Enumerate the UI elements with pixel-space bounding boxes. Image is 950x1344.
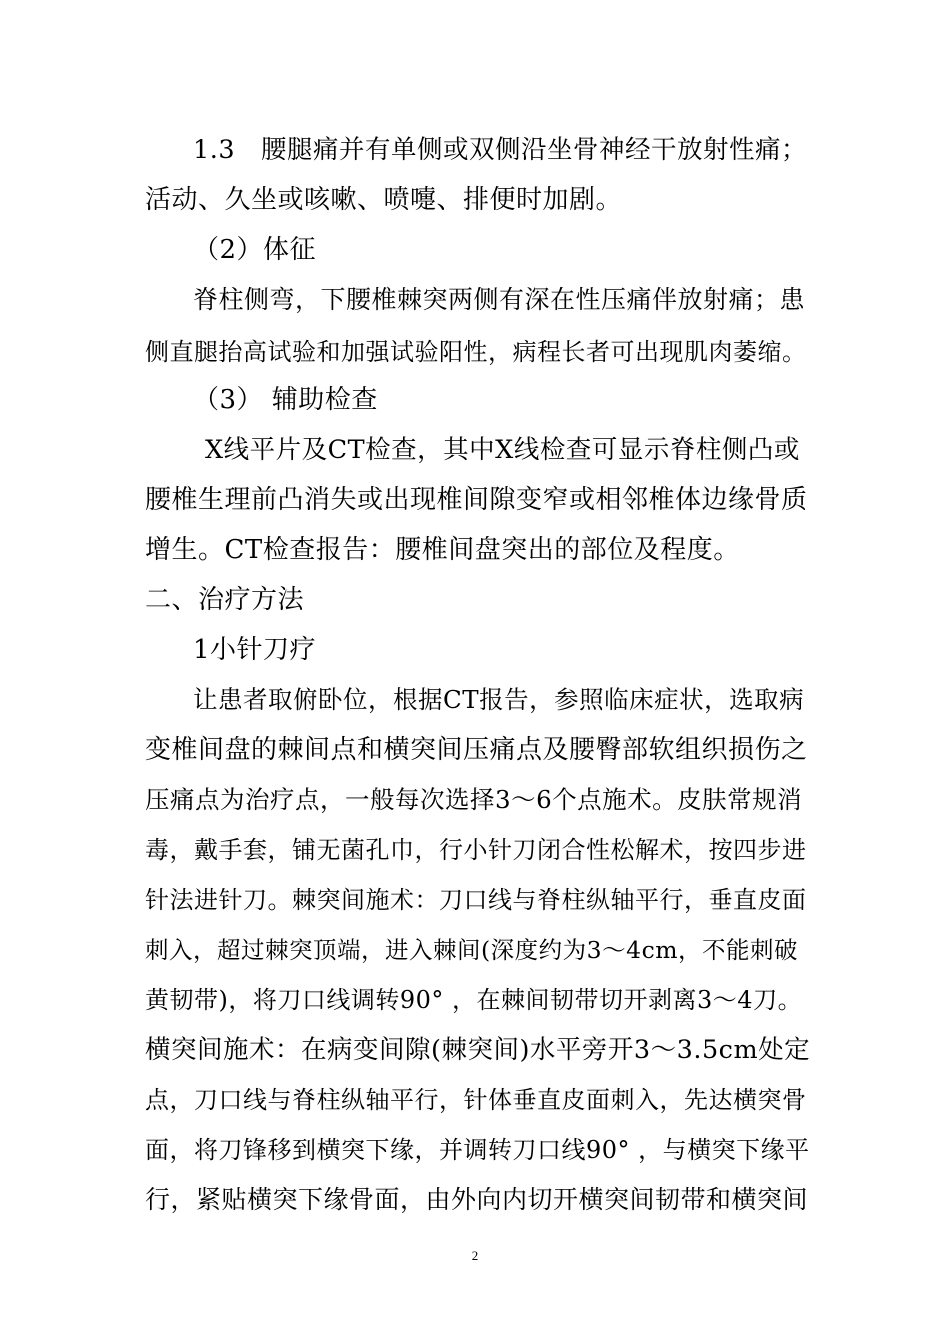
page-number: 2 [471,1248,479,1263]
text-line: 侧直腿抬高试验和加强试验阳性，病程长者可出现肌肉萎缩。 [145,338,807,366]
text-line: 脊柱侧弯，下腰椎棘突两侧有深在性压痛伴放射痛；患 [193,285,806,314]
text-line: 1.3 腰腿痛并有单侧或双侧沿坐骨神经干放射性痛； [193,135,808,165]
text-line: 横突间施术：在病变间隙(棘突间)水平旁开3～3.5cm处定 [145,1035,811,1065]
section-heading: 二、治疗方法 [145,585,305,615]
text-line: X线平片及CT检查，其中X线检查可显示脊柱侧凸或 [205,435,800,465]
text-line: 黄韧带)，将刀口线调转90° ，在棘间韧带切开剥离3～4刀。 [145,986,803,1014]
section-heading: 1小针刀疗 [193,635,317,665]
text-line: 刺入，超过棘突顶端，进入棘间(深度约为3～4cm，不能刺破 [145,936,799,964]
text-line: 针法进针刀。棘突间施术：刀口线与脊柱纵轴平行，垂直皮面 [145,886,807,914]
text-line: 点，刀口线与脊柱纵轴平行，针体垂直皮面刺入，先达横突骨 [145,1086,807,1114]
section-heading: （2）体征 [193,235,317,265]
section-heading: （3） 辅助检查 [193,385,378,415]
text-line: 压痛点为治疗点，一般每次选择3～6个点施术。皮肤常规消 [145,785,803,814]
text-line: 让患者取俯卧位，根据CT报告，参照临床症状，选取病 [193,685,805,714]
text-line: 变椎间盘的棘间点和横突间压痛点及腰臀部软组织损伤之 [145,735,808,765]
text-line: 腰椎生理前凸消失或出现椎间隙变窄或相邻椎体边缘骨质 [145,485,808,515]
text-line: 增生。CT检查报告：腰椎间盘突出的部位及程度。 [145,535,740,565]
text-line: 行，紧贴横突下缘骨面，由外向内切开横突间韧带和横突间 [145,1185,809,1214]
text-line: 毒，戴手套，铺无菌孔巾，行小针刀闭合性松解术，按四步进 [145,836,807,864]
text-line: 活动、久坐或咳嗽、喷嚏、排便时加剧。 [145,185,623,215]
text-line: 面，将刀锋移到横突下缘，并调转刀口线90° ，与横突下缘平 [145,1136,810,1164]
